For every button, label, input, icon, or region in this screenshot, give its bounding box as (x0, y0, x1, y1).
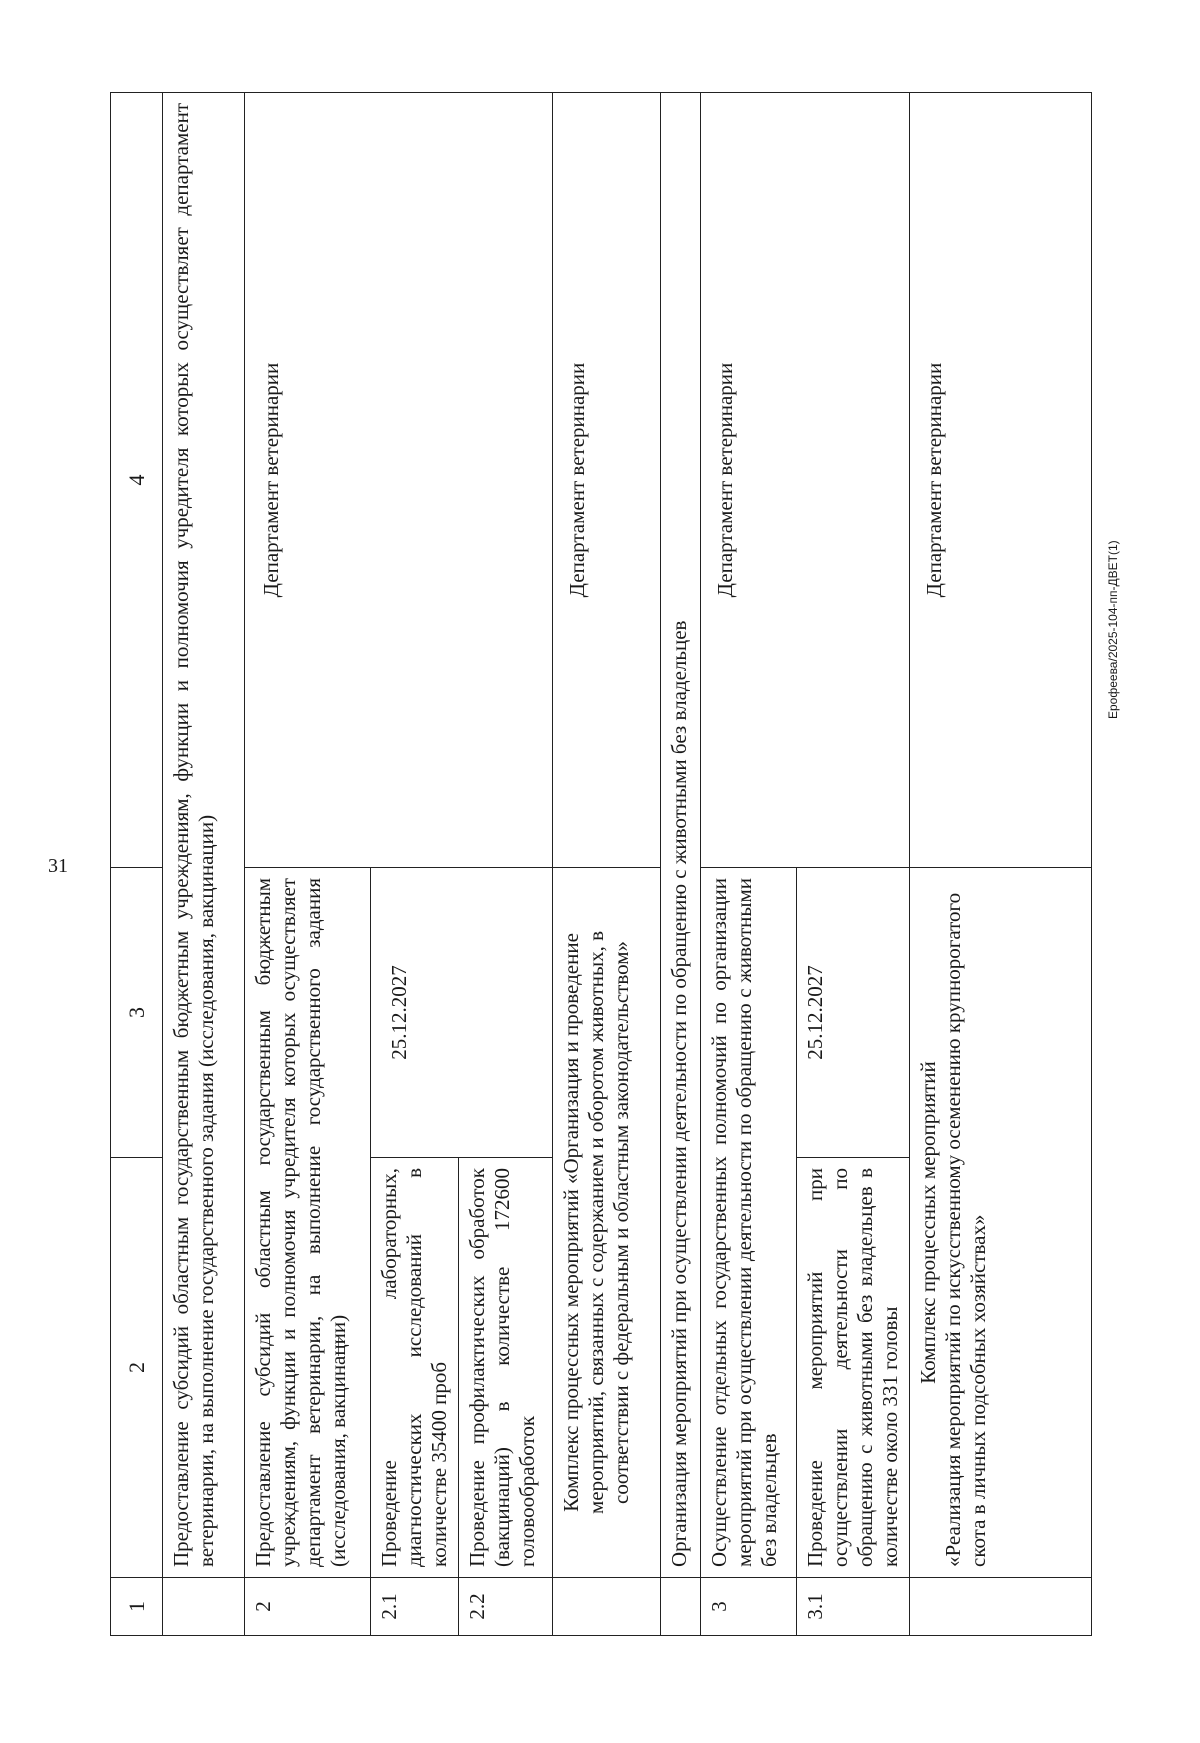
rotated-table-sheet (110, 93, 1072, 1636)
complex-2-title: Комплекс процессных мероприятий (916, 1061, 940, 1384)
table-row-3 (701, 93, 797, 1636)
table-header-row (111, 93, 163, 1636)
table-cell-empty (910, 1578, 1092, 1636)
task-row-1 (163, 93, 245, 1636)
activities-table (110, 92, 1092, 1636)
row-2-number: 2 (245, 1578, 371, 1636)
complex-2-department: Департамент ветеринарии (910, 93, 1092, 868)
row-3-1-number: 3.1 (797, 1578, 910, 1636)
table-cell-empty (553, 1578, 661, 1636)
row-3-department: Департамент ветеринарии (701, 93, 910, 868)
document-code: Ерофеева/2025-104-пп-ДВЕТ(1) (1106, 540, 1120, 720)
row-2-2-number: 2.2 (459, 1578, 553, 1636)
row-2-text: Предоставление субсидий областным государственным бюджетным учреждениям, функции и полномочия учредителя которых осуществляет департамент ветеринарии, на выполнение государственного задания (исследования, вакцинации) (245, 868, 371, 1578)
task-2-text: Организация мероприятий при осуществлении деятельности по обращению с животными без владельцев (661, 93, 701, 1578)
complex-row-2 (910, 93, 1092, 1636)
header-col-4: 4 (111, 93, 163, 868)
page-number: 31 (48, 855, 68, 877)
row-2-2-text: Проведение профилактических обработок (вакцинаций) в количестве 172600 головообработок (459, 1158, 553, 1578)
complex-2-text: «Реализация мероприятий по искусственному осеменению крупнорогатого скота в личных подсобных хозяйствах» (941, 892, 990, 1567)
row-3-1-date: 25.12.2027 (797, 868, 910, 1158)
complex-row-1 (553, 93, 661, 1636)
task-1-text: Предоставление субсидий областным государственным бюджетным учреждениям, функции и полномочия учредителя которых осуществляет департамент ветеринарии, на выполнение государственного задания (исследования, вакцинации) (163, 93, 245, 1578)
row-3-1-text: Проведение мероприятий при осуществлении деятельности по обращению с животными без владельцев в количестве около 331 головы (797, 1158, 910, 1578)
task-row-2 (661, 93, 701, 1636)
row-2-department: Департамент ветеринарии (245, 93, 553, 868)
complex-2-cell (910, 868, 1092, 1578)
row-2-1-number: 2.1 (371, 1578, 459, 1636)
row-3-text: Осуществление отдельных государственных полномочий по организации мероприятий при осуществлении деятельности по обращению с животными без владельцев (701, 868, 797, 1578)
table-cell-empty (661, 1578, 701, 1636)
table-cell-empty (163, 1578, 245, 1636)
row-3-number: 3 (701, 1578, 797, 1636)
table-row-2 (245, 93, 371, 1636)
complex-1-text: Комплекс процессных мероприятий «Организация и проведение мероприятий, связанных с содержанием и оборотом животных, в соответствии с федеральным и областным законодательством» (553, 868, 661, 1578)
header-col-2: 2 (111, 1158, 163, 1578)
row-2-1-date: 25.12.2027 (371, 868, 553, 1158)
header-col-3: 3 (111, 868, 163, 1158)
complex-1-department: Департамент ветеринарии (553, 93, 661, 868)
row-2-1-text: Проведение лабораторных, диагностических исследований в количестве 35400 проб (371, 1158, 459, 1578)
header-col-1: 1 (111, 1578, 163, 1636)
